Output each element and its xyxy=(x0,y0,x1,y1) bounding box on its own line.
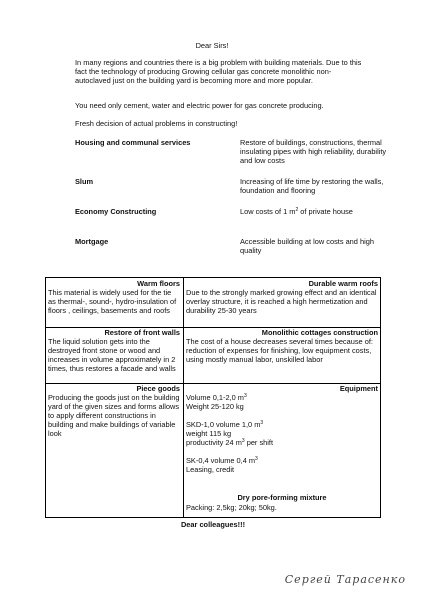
front-walls-title: Restore of front walls xyxy=(104,328,180,337)
skd-productivity: productivity 24 $m^3$ per shift xyxy=(186,438,273,447)
equipment-title: Equipment xyxy=(339,384,378,393)
problem-desc-mortgage: Accessible building at low costs and high quality xyxy=(240,237,374,255)
warm-roofs-text: Due to the strongly marked growing effect and an identical overlay structure, it is reached a high hermetization and durability 25-30 years xyxy=(186,288,377,315)
column-divider xyxy=(183,278,184,518)
handwritten-signature: Сергей Тарасенко xyxy=(284,573,406,586)
applications-table xyxy=(45,277,381,518)
skd-volume: SKD-1,0 volume 1,0 $m^3$ xyxy=(186,420,264,429)
equipment-text xyxy=(186,393,378,474)
leasing-text: Leasing, credit xyxy=(186,465,235,474)
salutation: Dear Sirs! xyxy=(195,41,229,50)
cottages-text: The cost of a house decreases several times because of: reduction of expenses for finishing, low equipment costs, using mostly manual labor, unskilled labor xyxy=(186,337,373,364)
front-walls-text: The liquid solution gets into the destroyed front stone or wood and increases in volume approximately in 2 times, thus restores a facade and walls xyxy=(48,337,176,373)
skd-weight: weight 115 kg xyxy=(186,429,232,438)
mixture-title: Dry pore-forming mixture xyxy=(237,493,327,502)
warm-floors-text: This material is widely used for the tie as thermal-, sound-, hydro-insulation of floors , ceilings, basements and roofs xyxy=(48,288,177,315)
problem-term-mortgage: Mortgage xyxy=(75,237,109,246)
fresh-decision-paragraph: Fresh decision of actual problems in constructing! xyxy=(75,119,238,128)
closing-line: Dear colleagues!!! xyxy=(180,520,246,529)
problem-desc-economy: Low costs of 1 $m^2$ of private house xyxy=(240,207,353,216)
problem-term-housing: Housing and communal services xyxy=(75,138,191,147)
requirements-paragraph: You need only cement, water and electric power for gas concrete producing. xyxy=(75,101,324,110)
intro-paragraph: In many regions and countries there is a big problem with building materials. Due to this fact the technology of producing Growing cellular gas concrete monolithic non-autoclaved just on the building yard is becoming more and more popular. xyxy=(75,58,362,85)
cottages-title: Monolithic cottages construction xyxy=(261,328,378,337)
problem-desc-housing: Restore of buildings, constructions, thermal insulating pipes with high reliability, durability and low costs xyxy=(240,138,387,165)
equipment-weight: Weight 25-120 kg xyxy=(186,402,244,411)
mixture-text: Packing: 2,5kg; 20kg; 50kg. xyxy=(186,503,277,512)
piece-goods-text: Producing the goods just on the building yard of the given sizes and forms allows to apply different constructions in building and make buildings of variable look xyxy=(48,393,180,438)
piece-goods-title: Piece goods xyxy=(136,384,180,393)
sk-volume: SK-0,4 volume 0,4 $m^3$ xyxy=(186,456,258,465)
warm-roofs-title: Durable warm roofs xyxy=(308,279,378,288)
problem-term-economy: Economy Constructing xyxy=(75,207,157,216)
problem-desc-slum: Increasing of life time by restoring the walls, foundation and flooring xyxy=(240,177,384,195)
problem-term-slum: Slum xyxy=(75,177,94,186)
warm-floors-title: Warm floors xyxy=(137,279,180,288)
equipment-volume: Volume 0,1-2,0 $m^3$ xyxy=(186,393,247,402)
